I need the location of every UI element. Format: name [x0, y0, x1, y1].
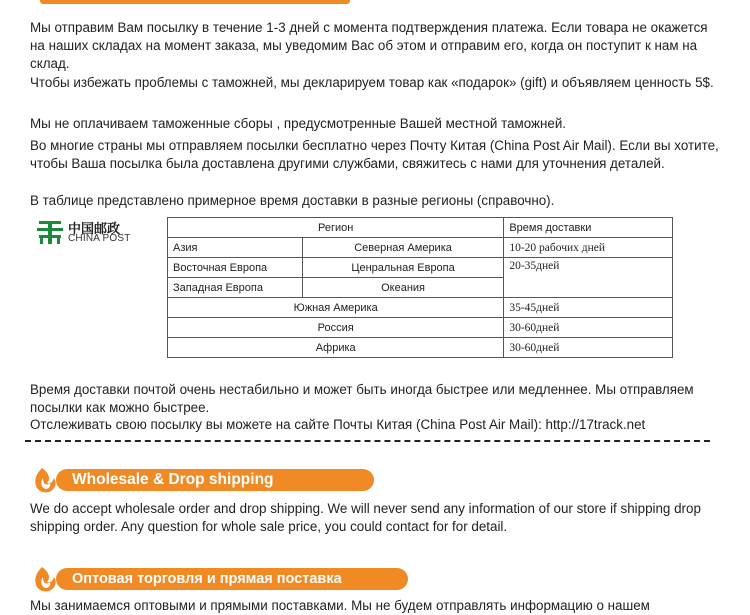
wholesale-ru-section-title: Оптовая торговля и прямая поставка: [56, 568, 408, 590]
header-delivery-time: Время доставки: [504, 218, 673, 238]
wholesale-ru-section-header: [30, 563, 360, 595]
delivery-instability-paragraph: Время доставки почтой очень нестабильно и может быть иногда быстрее или медленнее. Мы отправляем посылки как можно быстрее.: [30, 382, 694, 415]
table-row: [168, 258, 673, 278]
shipping-paragraph-1: Мы отправим Вам посылку в течение 1-3 дней с момента подтверждения платежа. Если товара не окажется на наших складах на момент заказа, мы уведомим Вас об этом и отправим его, когда он поступит к нам на склад.: [30, 20, 708, 71]
wholesale-section-header: [30, 464, 360, 496]
customs-gift-paragraph: Чтобы избежать проблемы с таможней, мы декларируем товар как «подарок» (gift) и объявляем ценность 5$.: [30, 75, 714, 90]
wholesale-section-title: Wholesale & Drop shipping: [56, 469, 374, 491]
time-cell: 20-35дней: [504, 258, 673, 298]
table-row: [168, 298, 673, 318]
china-post-emblem-icon: [36, 218, 64, 246]
wholesale-ru-paragraph: Мы занимаемся оптовыми и прямыми поставками. Мы не будем отправлять информацию о нашем: [30, 598, 650, 613]
table-header-row: [168, 218, 673, 238]
region-cell: Восточная Европа: [168, 258, 303, 278]
table-intro-paragraph: В таблице представлено примерное время доставки в разные регионы (справочно).: [30, 193, 555, 208]
time-cell: 30-60дней: [504, 338, 673, 358]
china-post-logo-en: CHINA POST: [68, 233, 131, 244]
time-cell: 10-20 рабочих дней: [504, 238, 673, 258]
china-post-logo: [36, 218, 136, 250]
region-cell: Северная Америка: [302, 238, 504, 258]
time-cell: 35-45дней: [504, 298, 673, 318]
tracking-paragraph: Отслеживать свою посылку вы можете на сайте Почты Китая (China Post Air Mail): http://17track.net: [30, 417, 646, 432]
region-cell: Азия: [168, 238, 303, 258]
region-cell: Океания: [302, 278, 504, 298]
region-cell: Россия: [168, 318, 504, 338]
china-post-paragraph: Во многие страны мы отправляем посылки бесплатно через Почту Китая (China Post Air Mail). Если вы хотите, чтобы Ваша посылка была доставлена другими службами, свяжитесь с нами для уточнения деталей.: [30, 138, 719, 171]
table-row: [168, 318, 673, 338]
wholesale-paragraph: We do accept wholesale order and drop shipping. We will never send any information of our store if shipping drop shipping order. Any question for whole sale price, you could contact for for detail.: [30, 501, 701, 534]
table-row: [168, 338, 673, 358]
region-cell: Африка: [168, 338, 504, 358]
time-cell: 30-60дней: [504, 318, 673, 338]
customs-fees-paragraph: Мы не оплачиваем таможенные сборы , предусмотренные Вашей местной таможней.: [30, 116, 567, 131]
region-cell: Западная Европа: [168, 278, 303, 298]
region-cell: Южная Америка: [168, 298, 504, 318]
table-row: [168, 238, 673, 258]
header-region: Регион: [168, 218, 504, 238]
region-cell: Ценральная Европа: [302, 258, 504, 278]
delivery-time-table: [167, 217, 673, 358]
china-post-logo-cn: 中国邮政: [68, 221, 121, 236]
dashed-divider: [25, 440, 710, 442]
section-top-bar: [40, 0, 350, 4]
